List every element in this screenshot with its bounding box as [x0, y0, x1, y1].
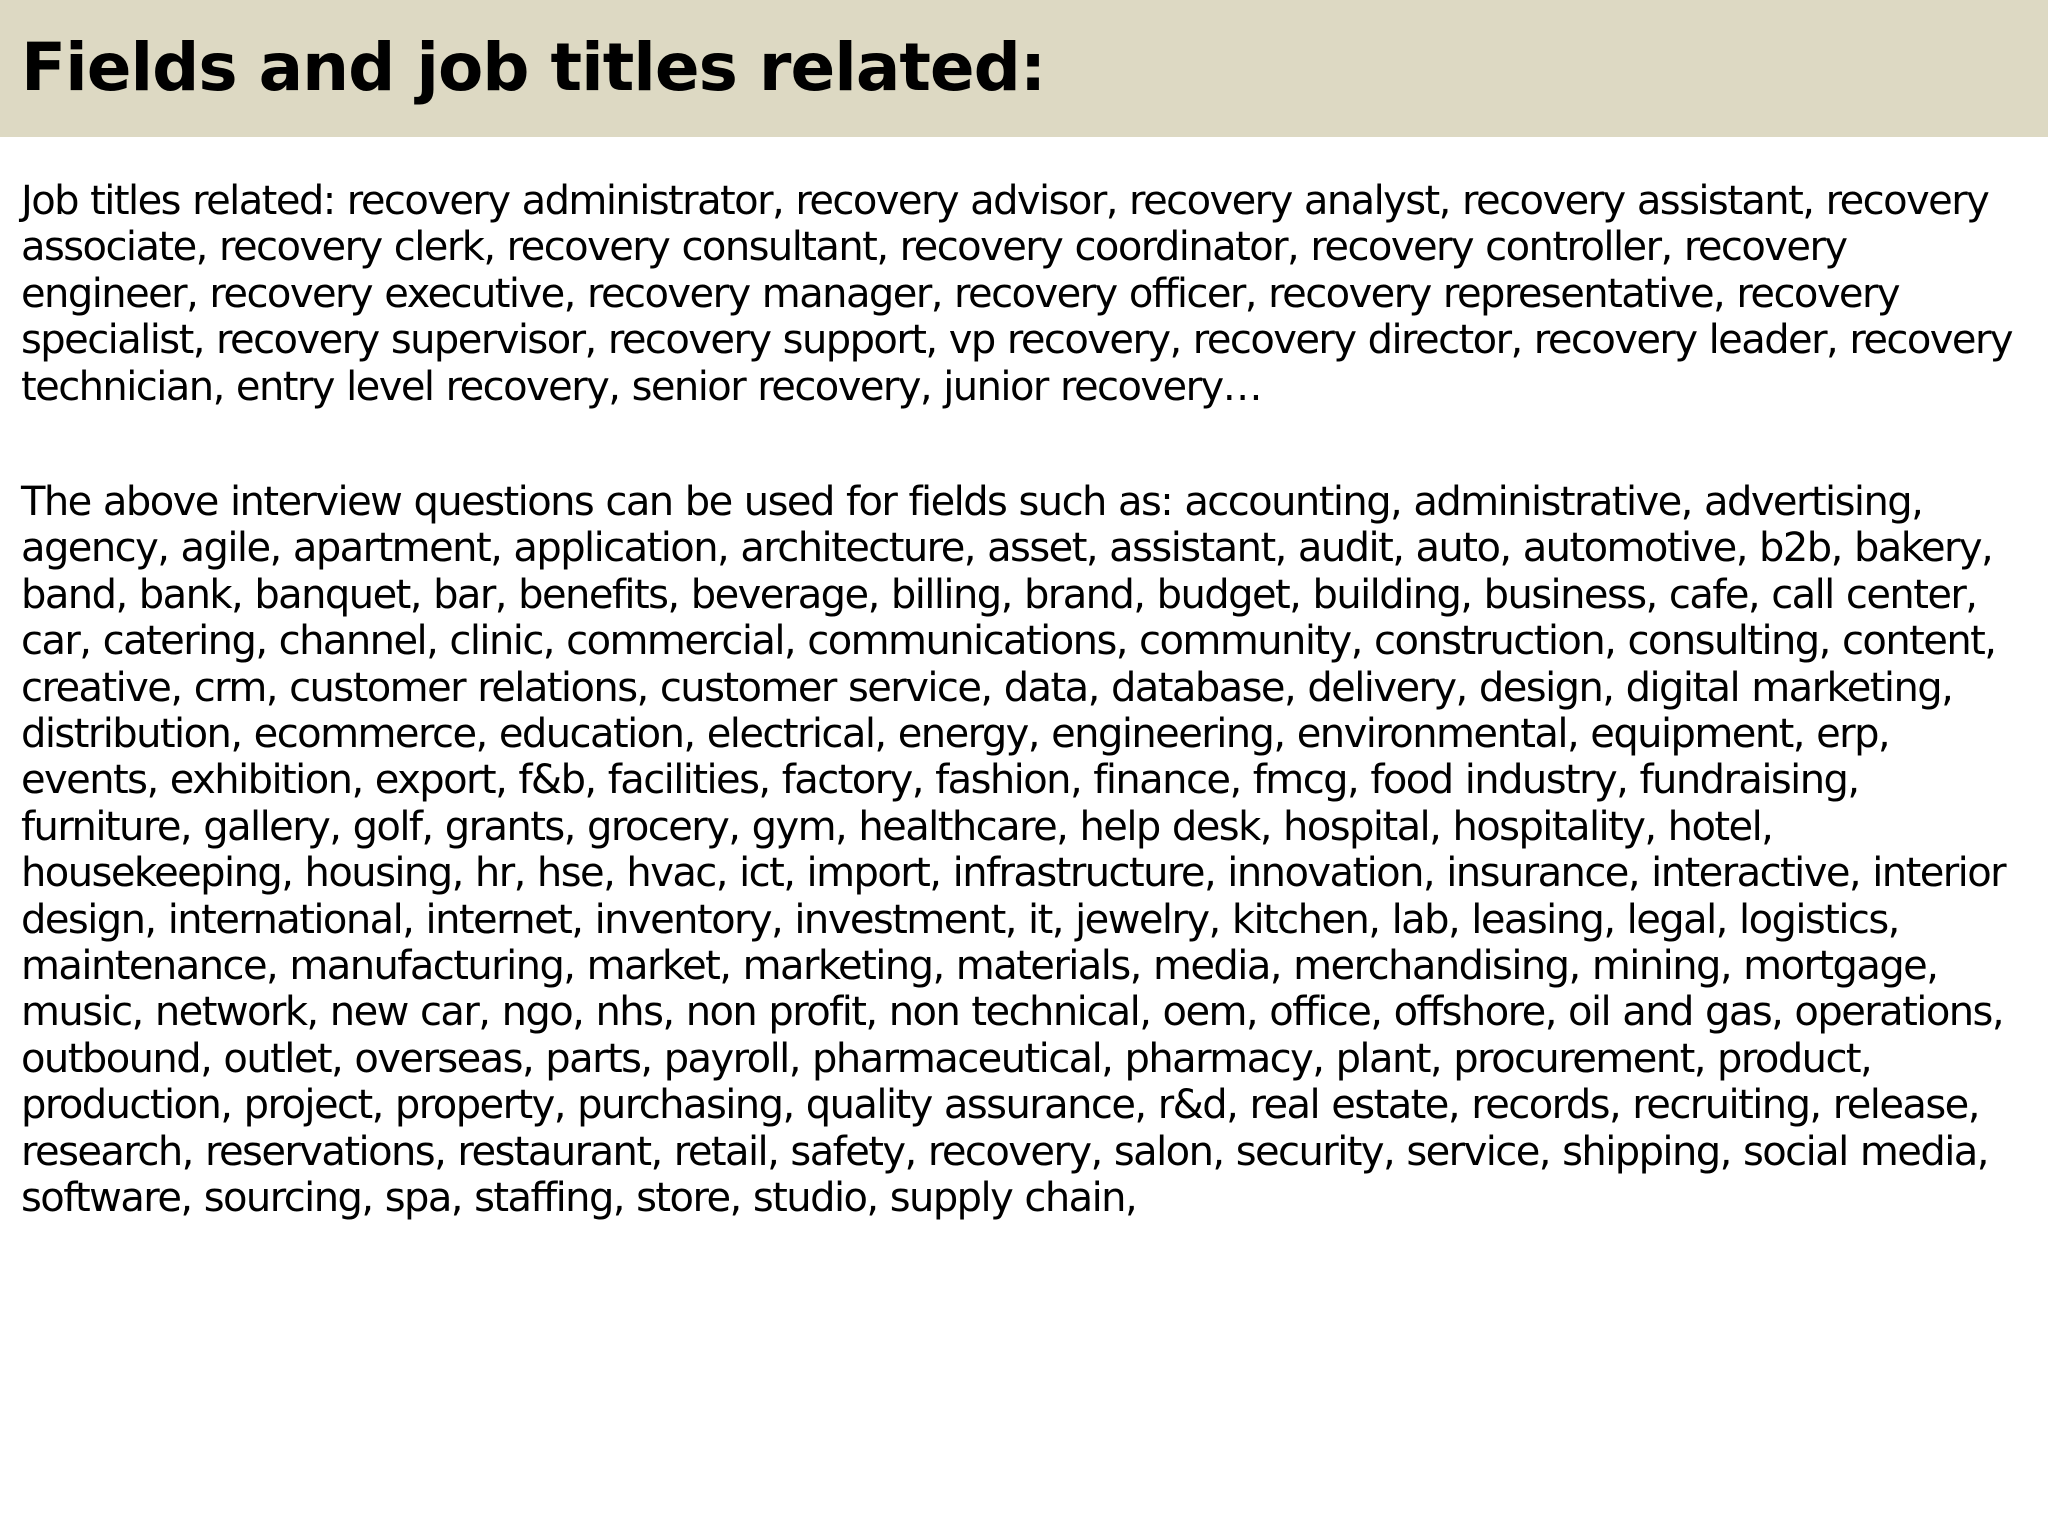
job-titles-paragraph: Job titles related: recovery administrator, recovery advisor, recovery analyst, recovery assistant, recovery associate, recovery clerk, recovery consultant, recovery coordinator, recovery controller, recovery engineer, recovery executive, recovery manager, recovery officer, recovery representative, recovery specialist, recovery supervisor, recovery support, vp recovery, recovery director, recovery leader, recovery technician, entry level recovery, senior recovery, junior recovery… — [21, 178, 2012, 410]
slide-title: Fields and job titles related: — [21, 29, 1046, 106]
title-bar — [0, 0, 2048, 137]
fields-paragraph: The above interview questions can be used for fields such as: accounting, administrative, advertising, agency, agile, apartment, application, architecture, asset, assistant, audit, auto, automotive, b2b, bakery, band, bank, banquet, bar, benefits, beverage, billing, brand, budget, building, business, cafe, call center, car, catering, channel, clinic, commercial, communications, community, construction, consulting, content, creative, crm, customer relations, customer service, data, database, delivery, design, digital marketing, distribution, ecommerce, education, electrical, energy, engineering, environmental, equipment, erp, events, exhibition, export, f&b, facilities, factory, fashion, finance, fmcg, food industry, fundraising, furniture, gallery, golf, grants, grocery, gym, healthcare, help desk, hospital, hospitality, hotel, housekeeping, housing, hr, hse, hvac, ict, import, infrastructure, innovation, insurance, interactive, interior design, international, internet, inventory, investment, it, jewelry, kitchen, lab, leasing, legal, logistics, maintenance, manufacturing, market, marketing, materials, media, merchandising, mining, mortgage, music, network, new car, ngo, nhs, non profit, non technical, oem, office, offshore, oil and gas, operations, outbound, outlet, overseas, parts, payroll, pharmaceutical, pharmacy, plant, procurement, product, production, project, property, purchasing, quality assurance, r&d, real estate, records, recruiting, release, research, reservations, restaurant, retail, safety, recovery, salon, security, service, shipping, social media, software, sourcing, spa, staffing, store, studio, supply chain, — [21, 479, 2006, 1222]
